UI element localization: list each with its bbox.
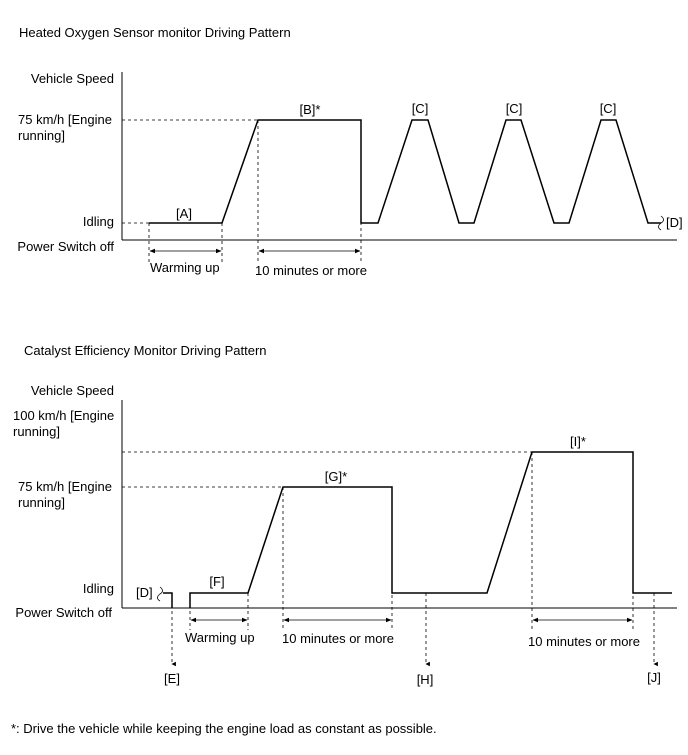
chart2-label-j: [J] xyxy=(647,670,661,685)
chart2-title: Catalyst Efficiency Monitor Driving Pattern xyxy=(24,343,267,358)
chart1-level-high-line1: 75 km/h [Engine xyxy=(18,112,112,127)
chart1-label-d: [D] xyxy=(666,215,683,230)
chart1-warming-up-label: Warming up xyxy=(150,260,220,275)
chart2-level-100-line2: running] xyxy=(13,424,60,439)
chart2-label-e: [E] xyxy=(164,671,180,686)
chart2-label-g: [G]* xyxy=(324,469,348,484)
chart1-label-c2: [C] xyxy=(505,101,523,116)
footnote: *: Drive the vehicle while keeping the engine load as constant as possible. xyxy=(11,721,437,736)
catalyst-efficiency-pattern-chart xyxy=(13,343,677,687)
chart2-y-axis-label: Vehicle Speed xyxy=(30,383,114,398)
chart1-title: Heated Oxygen Sensor monitor Driving Pattern xyxy=(19,25,291,40)
chart2-speed-trace xyxy=(190,452,672,608)
chart2-level-75-line2: running] xyxy=(18,495,65,510)
chart2-break-mark xyxy=(158,587,163,601)
chart2-warming-up-label: Warming up xyxy=(185,630,255,645)
chart2-level-75-line1: 75 km/h [Engine xyxy=(18,479,112,494)
chart1-y-axis-label: Vehicle Speed xyxy=(30,71,114,86)
chart2-label-i: [I]* xyxy=(570,434,586,449)
chart2-level-idle: Idling xyxy=(82,581,114,596)
chart1-label-c1: [C] xyxy=(411,101,429,116)
chart2-label-d: [D] xyxy=(136,585,153,600)
chart1-label-b: [B]* xyxy=(299,102,321,117)
chart1-level-high-line2: running] xyxy=(18,128,65,143)
chart2-label-h: [H] xyxy=(416,672,434,687)
chart2-level-off: Power Switch off xyxy=(15,605,112,620)
chart2-g-10min-label: 10 minutes or more xyxy=(282,631,394,646)
chart1-level-idle: Idling xyxy=(82,214,114,229)
chart1-label-a: [A] xyxy=(176,206,192,221)
chart1-level-off: Power Switch off xyxy=(17,239,114,254)
chart2-i-10min-label: 10 minutes or more xyxy=(528,634,640,649)
chart1-label-c3: [C] xyxy=(599,101,617,116)
chart1-speed-trace xyxy=(149,120,661,223)
chart2-d-segment xyxy=(163,593,172,608)
chart2-label-f: [F] xyxy=(209,574,225,589)
chart1-10min-label: 10 minutes or more xyxy=(255,263,367,278)
oxygen-sensor-pattern-chart xyxy=(17,25,682,278)
chart2-level-100-line1: 100 km/h [Engine xyxy=(13,408,115,423)
